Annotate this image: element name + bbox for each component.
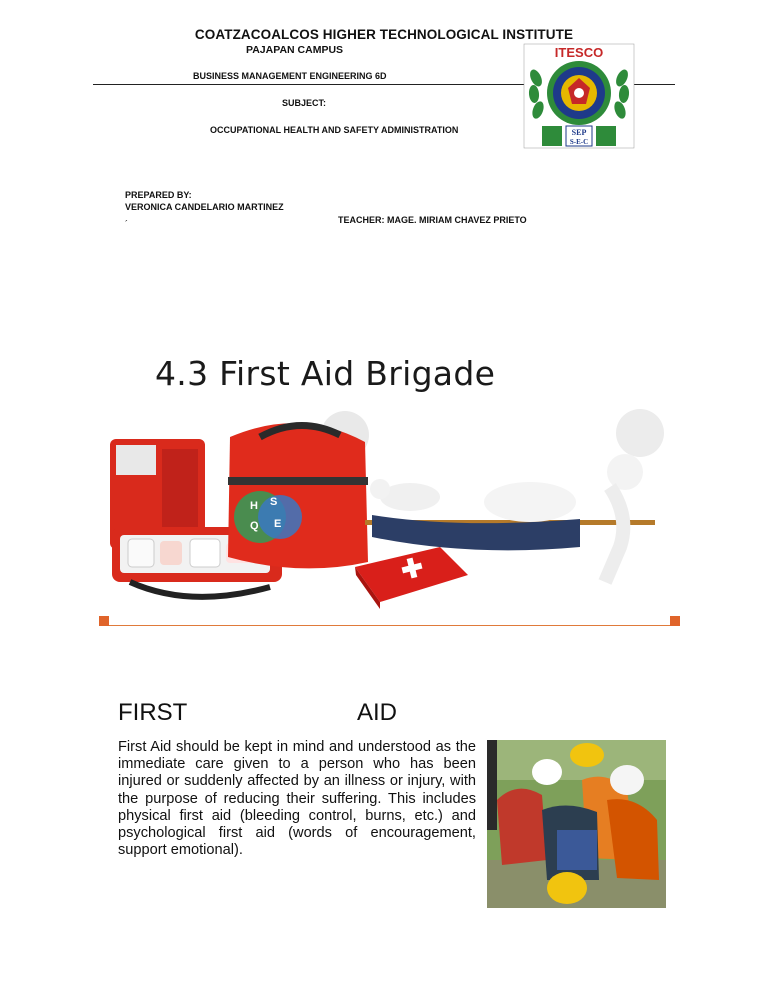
helmet-icon xyxy=(570,743,604,767)
stray-mark: ´ xyxy=(125,219,128,229)
heading-aid: AID xyxy=(357,699,398,726)
prepared-by-block xyxy=(125,189,284,213)
badge-letter: Q xyxy=(250,520,259,532)
sec-text: S-E-C xyxy=(569,138,589,146)
institute-name: COATZACOALCOS HIGHER TECHNOLOGICAL INSTITUTE xyxy=(194,27,574,42)
subject-label: SUBJECT: xyxy=(282,98,327,108)
teacher-name: TEACHER: MAGE. MIRIAM CHAVEZ PRIETO xyxy=(338,215,527,225)
logo-top-text: ITESCO xyxy=(554,45,604,60)
sep-text: SEP xyxy=(571,128,587,137)
rescue-team-photo xyxy=(487,740,666,908)
helmet-icon xyxy=(610,765,644,795)
helmet-icon xyxy=(532,759,562,785)
first-aid-paragraph: First Aid should be kept in mind and understood as the immediate care given to a person who has been injured or suddenly affected by an illness or injury, with the purpose of reducing their suffering. This includes physical first aid (bleeding control, burns, etc.) and psychological first aid (words of encouragement, support emotional). xyxy=(118,739,476,859)
campus-name: PAJAPAN CAMPUS xyxy=(246,44,344,56)
badge-letter: H xyxy=(250,500,258,512)
first-aid-bag-icon xyxy=(228,423,368,568)
itesco-logo xyxy=(522,42,636,150)
divider-left-marker xyxy=(99,616,109,626)
section-divider xyxy=(103,625,677,626)
prepared-by-label: PREPARED BY: xyxy=(125,190,192,200)
badge-letter: S xyxy=(270,496,278,508)
figure-head-icon xyxy=(616,409,664,457)
section-title: 4.3 First Aid Brigade xyxy=(155,354,496,393)
author-name: VERONICA CANDELARIO MARTINEZ xyxy=(125,202,284,212)
career-group: BUSINESS MANAGEMENT ENGINEERING 6D xyxy=(193,71,387,81)
first-aid-illustration xyxy=(110,397,670,615)
divider-right-marker xyxy=(670,616,680,626)
badge-letter: E xyxy=(274,518,282,530)
heading-first: FIRST xyxy=(118,699,188,726)
subject-name: OCCUPATIONAL HEALTH AND SAFETY ADMINISTRATION xyxy=(210,125,459,135)
helmet-icon xyxy=(547,872,587,904)
